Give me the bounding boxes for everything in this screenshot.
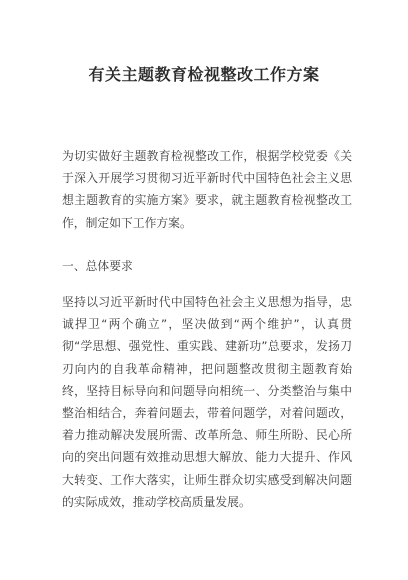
general-requirements-paragraph: 坚持以习近平新时代中国特色社会主义思想为指导，忠诚捍卫“两个确立”，坚决做到“两个维护”，认真贯彻“学思想、强党性、重实践、建新功”总要求，发扬刀刃向内的自我革命精神，把问题整改贯彻主题教育始终，坚持目标导向和问题导向相统一、分类整治与集中整治相结合，奔着问题去，带着问题学，对着问题改，着力推动解决发展所需、改革所急、师生所盼、民心所向的突出问题有效推动思想大解放、能力大提升、作风大转变、工作大落实，让师生群众切实感受到解决问题的实际成效，推动学校高质量发展。 <box>62 295 352 509</box>
intro-paragraph: 为切实做好主题教育检视整改工作，根据学校党委《关于深入开展学习贯彻习近平新时代中国特色社会主义思想主题教育的实施方案》要求，就主题教育检视整改工作，制定如下工作方案。 <box>62 149 352 230</box>
document-title: 有关主题教育检视整改工作方案 <box>88 65 320 84</box>
section-heading-general-requirements: 一、总体要求 <box>62 259 133 273</box>
